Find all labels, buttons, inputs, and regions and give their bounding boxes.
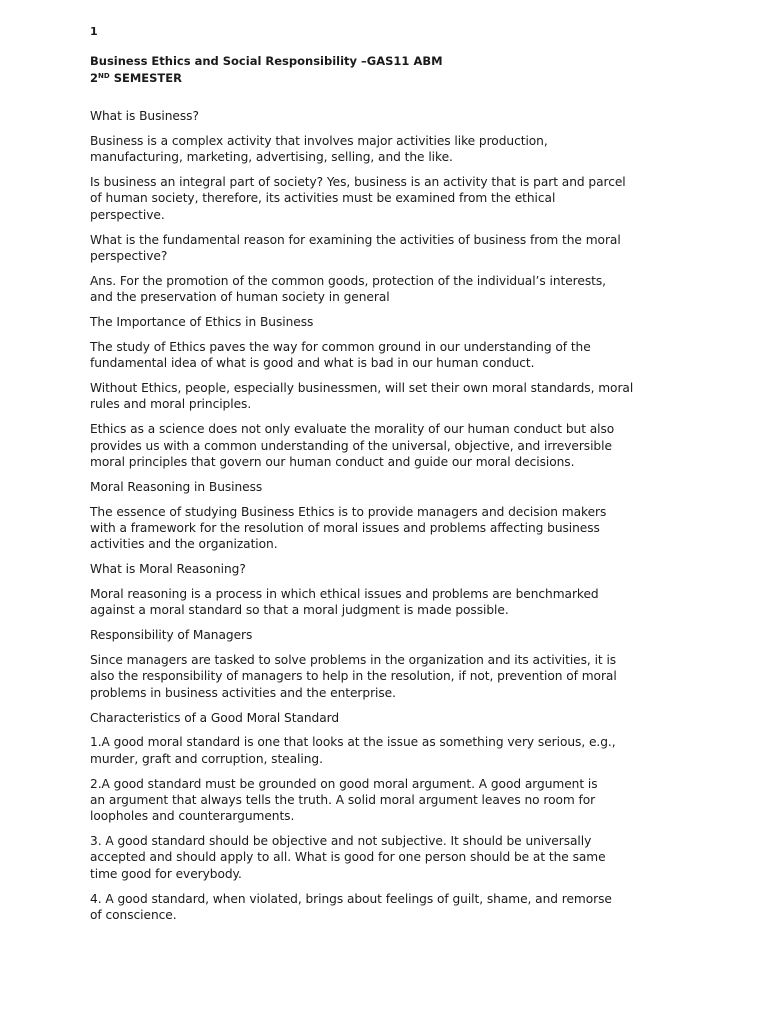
paragraph-line: Moral reasoning is a process in which ethical issues and problems are benchmarked [90,586,599,601]
paragraph-line: of human society, therefore, its activities must be examined from the ethical [90,191,556,206]
paragraph-line: Is business an integral part of society? Yes, business is an activity that is part and parcel [90,175,626,190]
paragraph [90,891,680,924]
paragraph-line: Ethics as a science does not only evaluate the morality of our human conduct but also [90,422,615,437]
paragraph-line: problems in business activities and the enterprise. [90,685,396,700]
page-number: 1 [90,25,98,38]
paragraph [90,314,680,330]
paragraph-line: The essence of studying Business Ethics is to provide managers and decision makers [90,504,607,519]
paragraph-line: activities and the organization. [90,537,278,552]
paragraph-line: accepted and should apply to all. What is good for one person should be at the same [90,850,606,865]
document-body [90,108,680,932]
paragraph-line: perspective? [90,248,168,263]
paragraph [90,133,680,166]
paragraph-line: 2.A good standard must be grounded on good moral argument. A good argument is [90,776,598,791]
paragraph-line: Responsibility of Managers [90,628,253,643]
paragraph-line: with a framework for the resolution of moral issues and problems affecting business [90,520,600,535]
semester-number: 2 [90,71,99,85]
document-header [90,54,443,86]
paragraph-line: against a moral standard so that a moral judgment is made possible. [90,603,509,618]
paragraph-line: of conscience. [90,907,177,922]
paragraph [90,479,680,495]
paragraph-line: What is Moral Reasoning? [90,562,246,577]
paragraph-line: loopholes and counterarguments. [90,809,295,824]
paragraph-line: Moral Reasoning in Business [90,479,263,494]
paragraph-line: 4. A good standard, when violated, brings about feelings of guilt, shame, and remorse [90,891,612,906]
paragraph-line: The study of Ethics paves the way for common ground in our understanding of the [90,339,591,354]
semester-label [90,69,443,86]
paragraph-line: What is Business? [90,109,199,123]
paragraph-line: and the preservation of human society in general [90,290,390,305]
paragraph-line: manufacturing, marketing, advertising, selling, and the like. [90,150,453,165]
paragraph [90,734,680,767]
paragraph [90,586,680,619]
paragraph [90,833,680,882]
paragraph [90,174,680,223]
paragraph-line: perspective. [90,207,165,222]
paragraph-line: murder, graft and corruption, stealing. [90,751,323,766]
paragraph-line: Business is a complex activity that involves major activities like production, [90,133,548,148]
paragraph-line: What is the fundamental reason for examining the activities of business from the moral [90,232,621,247]
paragraph [90,273,680,306]
semester-suffix: ND [98,72,110,80]
paragraph [90,561,680,577]
paragraph-line: Since managers are tasked to solve problems in the organization and its activities, it is [90,653,617,668]
paragraph-line: Without Ethics, people, especially businessmen, will set their own moral standards, moral [90,381,634,396]
paragraph-line: fundamental idea of what is good and what is bad in our human conduct. [90,356,535,371]
paragraph-line: 1.A good moral standard is one that looks at the issue as something very serious, e.g., [90,735,616,750]
paragraph [90,232,680,265]
paragraph-line: time good for everybody. [90,866,242,881]
paragraph-line: The Importance of Ethics in Business [90,314,314,329]
paragraph [90,108,680,124]
paragraph [90,339,680,372]
paragraph-line: moral principles that govern our human conduct and guide our moral decisions. [90,454,575,469]
semester-word: SEMESTER [109,71,182,85]
paragraph-line: provides us with a common understanding of the universal, objective, and irreversible [90,438,612,453]
paragraph-line: Characteristics of a Good Moral Standard [90,710,340,725]
paragraph [90,627,680,643]
paragraph-line: 3. A good standard should be objective and not subjective. It should be universally [90,834,592,849]
paragraph [90,421,680,470]
document-title: Business Ethics and Social Responsibility –GAS11 ABM [90,54,443,68]
paragraph-line: Ans. For the promotion of the common goods, protection of the individual’s interests, [90,273,606,288]
paragraph [90,710,680,726]
paragraph [90,380,680,413]
paragraph-line: also the responsibility of managers to help in the resolution, if not, prevention of moral [90,669,617,684]
paragraph-line: rules and moral principles. [90,397,252,412]
paragraph [90,504,680,553]
paragraph-line: an argument that always tells the truth. A solid moral argument leaves no room for [90,792,596,807]
paragraph [90,776,680,825]
paragraph [90,652,680,701]
